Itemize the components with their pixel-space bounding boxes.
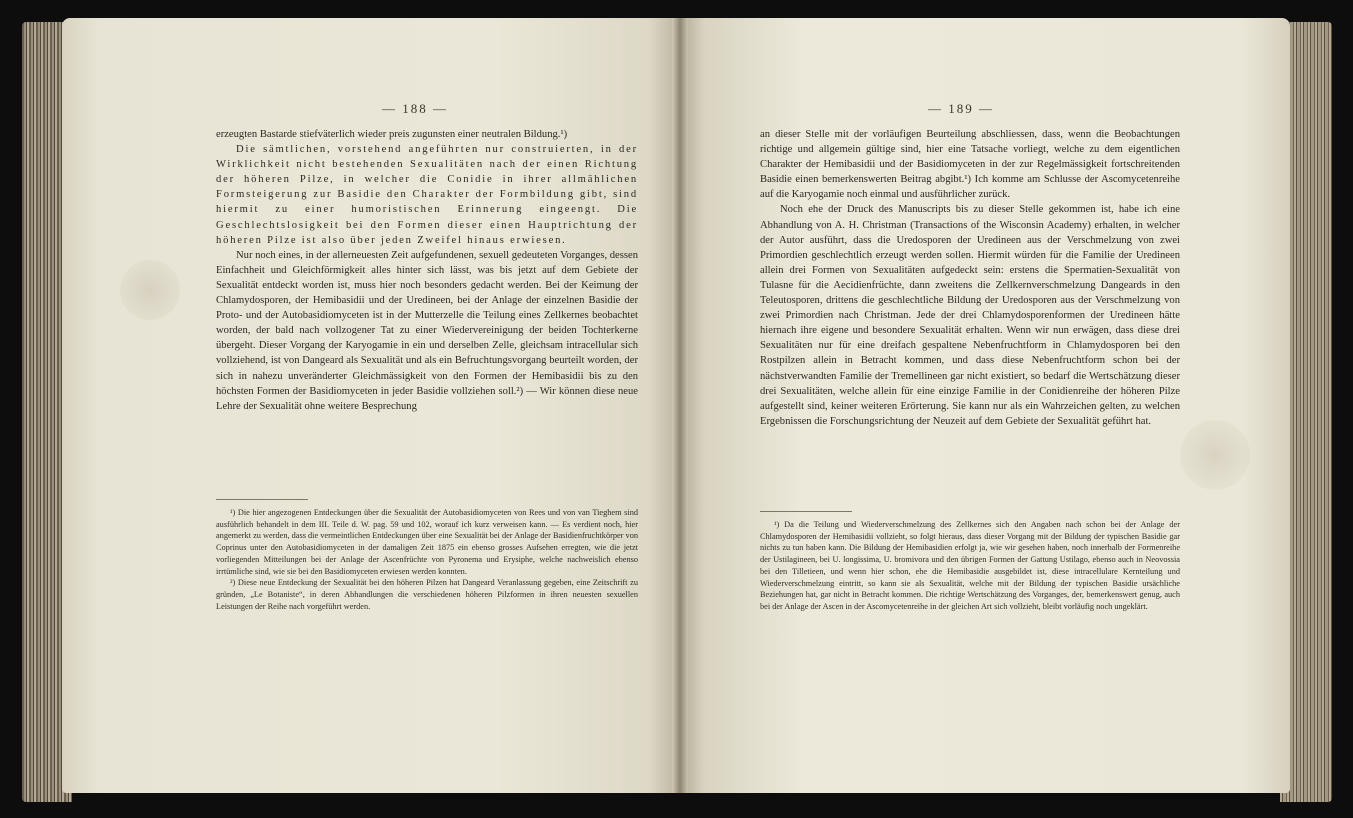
- footnote-divider: [216, 499, 308, 500]
- footnote-divider: [760, 511, 852, 512]
- footnote: ¹) Die hier angezogenen Entdeckungen über die Sexualität der Autobasidiomyceten von Rees und von van Tieghem sind ausführlich behandelt in dem III. Teile d. W. pag. 59 und 102, worauf ich kurz verweisen kann. — Es verdient noch, hier angemerkt zu werden, dass die vermeintlichen Entdeckungen über eine Sexualität bei der Anlage der Basidienfruchtkörper von Coprinus unter den Autobasidiomyceten in der damaligen Zeit 1875 ein ebenso grosses Aufsehen erregten, wie die jetzt vorliegenden Mitteilungen bei der Anlage der Ascenfrüchte von Pyronema und Erysiphe, welche nachweislich ebenso irrtümliche sind, wie sie bei den Basidiomyceten erwiesen werden konnten.: [216, 508, 638, 576]
- page-number-right: — 189 —: [928, 101, 994, 116]
- page-number-left: — 188 —: [382, 101, 448, 116]
- paragraph: an dieser Stelle mit der vorläufigen Beurteilung abschliessen, dass, wenn die Beobachtungen richtige und allgemein gültige sind, hier eine Tatsache vorliegt, welche zu dem eigentlichen Charakter der Hemibasidii und der Basidiomyceten in der zur Regelmässigkeit fortschreitenden Basidie einen bemerkenswerten Beitrag abgibt.¹) Ich komme am Schlusse der Ascomycetenreihe auf die Karyogamie noch einmal und ausführlicher zurück.: [760, 129, 1180, 201]
- right-footnotes: [760, 519, 1180, 613]
- paper-stain: [120, 260, 180, 320]
- book-gutter: [672, 18, 688, 793]
- paragraph: Nur noch eines, in der allerneuesten Zeit aufgefundenen, sexuell gedeuteten Vorganges, dessen Einfachheit und Gleichförmigkeit alles hinter sich lässt, was bis jetzt auf dem Gebiete der Sexualität entdeckt worden ist, muss hier noch besonders gedacht werden. Bei der Keimung der Chlamydosporen, der Hemibasidii und der Uredineen, bei der Anlage der einzelnen Basidie der Proto- und der Autobasidiomyceten ist in der Mutterzelle die Teilung eines Zellkernes beobachtet worden, der bald nach vollzogener Tat zu einer Wiedervereinigung der beiden Tochterkerne übergeht. Dieser Vorgang der Karyogamie in ein und derselben Zelle, gleichsam intracellular sich vollziehend, ist von Dangeard als Sexualität und als ein Befruchtungsvorgang beurteilt worden, der sich in nahezu unveränderter Gleichmässigkeit von den Formen der Hemibasidii bis zu den höchsten Formen der Basidiomyceten in jeder Basidie vollziehen soll.²) — Wir können diese neue Lehre der Sexualität ohne weitere Besprechung: [216, 249, 638, 412]
- footnote: ²) Diese neue Entdeckung der Sexualität bei den höheren Pilzen hat Dangeard Veranlassung gegeben, eine Zeitschrift zu gründen, „Le Botaniste“, in deren Abhandlungen die verschiedenen höheren Pilzformen in ihren neuesten sexuellen Leistungen der Reihe nach vorgeführt werden.: [216, 578, 638, 611]
- left-body-text: [216, 127, 638, 414]
- footnote: ¹) Da die Teilung und Wiederverschmelzung des Zellkernes sich den Angaben nach schon bei der Anlage der Chlamydosporen der Hemibasidii vollzieht, so folgt hieraus, dass dieser Vorgang mit der Bildung der typischen Basidie gar nichts zu tun haben kann. Die Bildung der Hemibasidien erfolgt ja, wie wir gesehen haben, noch innerhalb der Formenreihe der Ustilagineen, bei U. longissima, U. bromivora und den übrigen Formen der Gattung Ustilago, ebenso auch in Neovossia bei den Tilletieen, und wenn hier schon, ehe die Hemibasidie ausgebildet ist, diese intracellulare Kernteilung und Wiederverschmelzung eintritt, so kann sie als Sexualität, welche mit der Bildung der typischen Basidie ursächliche Beziehungen hat, gar nicht in Betracht kommen. Die richtige Wertschätzung des Vorganges, der, bemerkenswert genug, auch bei der Anlage der Ascen in der Ascomycetenreihe in der gleichen Art sich vollzieht, bleibt vorläufig noch ungeklärt.: [760, 520, 1180, 611]
- paper-stain: [1180, 420, 1250, 490]
- paragraph: erzeugten Bastarde stiefväterlich wieder preis zugunsten einer neutralen Bildung.¹): [216, 129, 568, 140]
- paragraph: Die sämtlichen, vorstehend angeführten nur construierten, in der Wirklichkeit nicht bestehenden Sexualitäten nach der einen Richtung der höheren Pilze, in welcher die Conidie in ihrer allmählichen Formsteigerung zur Basidie den Charakter der Formbildung gibt, sind hiermit zu einer humoristischen Erinnerung eingeengt. Die Geschlechtslosigkeit bei den Formen dieser einen Hauptrichtung der höheren Pilze ist also über jeden Zweifel hinaus erwiesen.: [216, 144, 638, 246]
- right-body-text: [760, 127, 1180, 429]
- paragraph: Noch ehe der Druck des Manuscripts bis zu dieser Stelle gekommen ist, habe ich eine Abhandlung von A. H. Christman (Transactions of the Wisconsin Academy) erhalten, in welcher der Autor ausführt, dass die Uredosporen der Uredineen aus der Verschmelzung von zwei Primordien geschlechtlich erzeugt werden sollen. Hiermit würden für die Familie der Uredineen allein drei Formen von Sexualitäten aufgedeckt sein: erstens die Spermatien-Sexualität von Tulasne für die Aecidienfrüchte, dann zweitens die Zellkernverschmelzung Dangeards in den Teleutosporen, drittens die geschlechtliche Bildung der Uredosporen aus der Verschmelzung von zwei Primordien nach Christman. Jede der drei Chlamydosporenformen der Uredineen hätte hiernach ihre eigene und besondere Sexualität erhalten. Wenn wir nun erwägen, dass diese drei Sexualitäten nur für eine dreifach gespaltene Nebenfruchtform in Chlamydosporen bei den Rostpilzen allein in Betracht kommen, und dass diese Nebenfruchtform schon bei der nächstverwandten Familie der Tremellineen gar nicht existiert, so bedarf die Wertschätzung dieser drei Sexualitäten, welche allein für eine einzige Familie in der Conidienreihe der höheren Pilze aufgestellt sind, keiner weiteren Erörterung. Sie kann nur als ein Wahrzeichen gelten, zu welchen Ergebnissen die Forschungsrichtung der Neuzeit auf dem Gebiete der Sexualität geführt hat.: [760, 204, 1180, 427]
- left-footnotes: [216, 507, 638, 612]
